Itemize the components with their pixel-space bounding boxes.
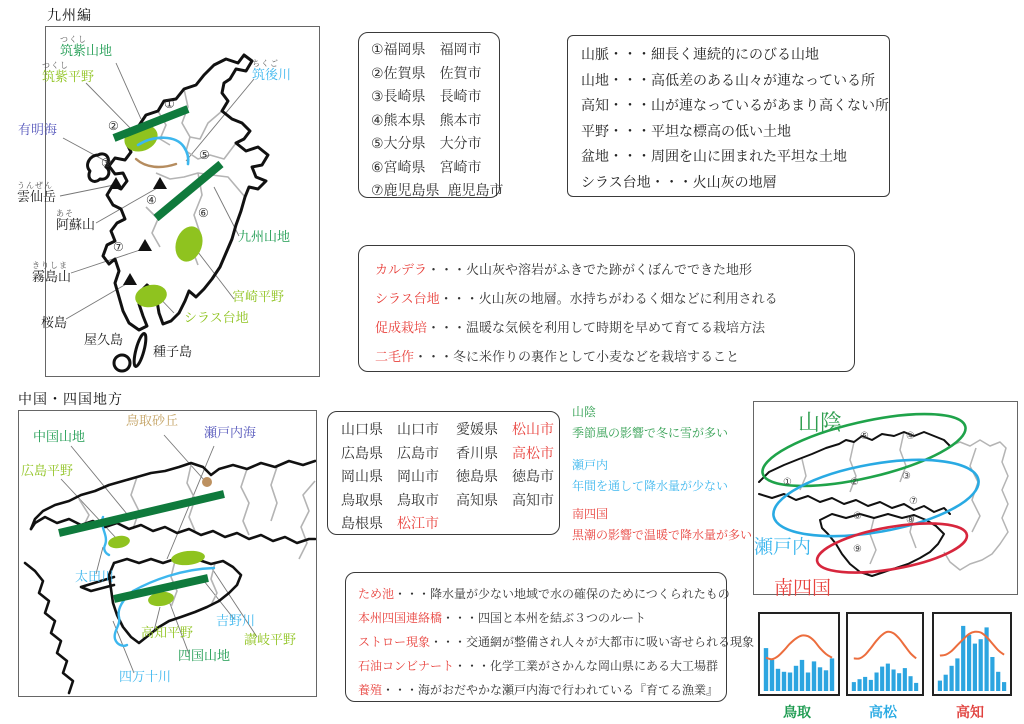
kyushu-map-number-1: ①: [164, 97, 175, 111]
kyushu-prefecture-list: [358, 32, 504, 199]
kyushu-map-number-4: ④: [146, 193, 157, 207]
region-number-8: ⑧: [906, 515, 915, 526]
region-map-drawing: [754, 402, 1017, 594]
label-sakurajima: 桜島: [41, 316, 68, 331]
label-setonaikai: 瀬戸内海: [204, 426, 257, 441]
terrain-def: 平野・・・平坦な標高の低い土地: [581, 123, 791, 140]
chugoku-section-title: 中国・四国地方: [18, 392, 123, 408]
region-number-6: ⑥: [853, 511, 862, 522]
chart-label-tottori: 鳥取: [783, 705, 811, 721]
label-kirishima-yama: きりしま 霧島山: [32, 261, 72, 286]
list-item: ⑥宮崎県 宮崎市: [371, 159, 482, 176]
term-line: 二毛作・・・冬に米作りの裏作として小麦などを栽培すること: [375, 350, 740, 365]
kyushu-map-number-5: ⑤: [199, 148, 210, 162]
term-line: 本州四国連絡橋・・・四国と本州を結ぶ３つのルート: [358, 611, 647, 625]
ruby-unzen-dake: うんぜん: [17, 181, 53, 190]
list-item: ③長崎県 長崎市: [371, 89, 482, 105]
region-number-5: ⑤: [860, 431, 869, 442]
climate-note-sanin-desc: 季節風の影響で冬に雪が多い: [572, 426, 729, 440]
region-label-sanin: 山陰: [798, 411, 843, 436]
chart-label-takamatsu: 高松: [869, 705, 897, 721]
prefecture-column-right: [456, 419, 554, 513]
terrain-def: 盆地・・・周囲を山に囲まれた平坦な土地: [581, 149, 847, 165]
kyushu-mountain-bars: [114, 109, 221, 218]
terrain-def: シラス台地・・・火山灰の地層: [581, 174, 777, 191]
ruby-chikugo-gawa: ちくご: [252, 59, 279, 68]
term-line: カルデラ・・・火山灰や溶岩がふきでた跡がくぼんでできた地形: [375, 263, 753, 278]
kyushu-map-number-7: ⑦: [113, 240, 124, 254]
label-chugoku-sanchi: 中国山地: [33, 430, 86, 445]
region-number-3: ③: [902, 471, 911, 482]
list-item: 広島県 広島市: [341, 445, 439, 462]
label-chikugo-gawa: ちくご 筑後川: [252, 59, 292, 84]
list-item: ①福岡県 福岡市: [371, 42, 482, 58]
list-item: 愛媛県 松山市: [456, 422, 554, 438]
ruby-aso-san: あそ: [56, 209, 74, 218]
label-aso-san: あそ 阿蘇山: [56, 209, 96, 234]
list-item: 徳島県 徳島市: [456, 469, 554, 485]
term-line: シラス台地・・・火山灰の地層。水持ちがわるく畑などに利用される: [375, 292, 778, 307]
minami-shikoku-ellipse: [814, 514, 971, 582]
label-ariake-kai: 有明海: [18, 123, 58, 138]
label-tottori-sakyu: 鳥取砂丘: [126, 414, 179, 429]
region-label-setouchi: 瀬戸内: [754, 536, 812, 558]
list-item: ②佐賀県 佐賀市: [371, 65, 482, 82]
climate-region-map: [753, 401, 1018, 595]
ruby-kirishima-yama: きりしま: [32, 261, 68, 270]
label-kochi-heiya: 高知平野: [141, 626, 194, 641]
climate-chart-takamatsu: [846, 612, 924, 696]
region-label-minami-shikoku: 南四国: [774, 577, 832, 599]
tottori-dune-marker: [202, 477, 212, 487]
list-item: ④熊本県 熊本市: [371, 112, 482, 129]
list-item: 香川県 高松市: [456, 445, 554, 462]
label-tsukushi-heiya: つくし 筑紫平野: [42, 61, 95, 86]
list-item: ⑦鹿児島県 鹿児島市: [371, 183, 504, 199]
kyushu-leader-lines: [60, 63, 254, 319]
kyushu-map-number-3: ③: [101, 156, 112, 170]
label-yoshino-gawa: 吉野川: [216, 614, 256, 629]
list-item: 岡山県 岡山市: [341, 469, 439, 485]
label-unzen-dake: うんぜん 雲仙岳: [17, 181, 57, 206]
list-item: 鳥取県 鳥取市: [341, 492, 439, 509]
list-item: ⑤大分県 大分市: [371, 136, 482, 152]
kyushu-section-title: 九州編: [47, 8, 92, 24]
chugoku-coastline: [25, 461, 315, 693]
terrain-definitions-box: [567, 35, 890, 197]
climate-note-setouchi-name: 瀬戸内: [572, 458, 609, 472]
climate-note-setouchi-desc: 年間を通して降水量が少ない: [572, 479, 729, 493]
chugoku-shikoku-map: [18, 410, 317, 697]
region-number-7: ⑦: [909, 496, 918, 507]
label-tanegashima: 種子島: [153, 345, 193, 360]
kyushu-map-number-6: ⑥: [198, 206, 209, 220]
ruby-tsukushi-heiya: つくし: [42, 61, 69, 70]
region-number-2: ②: [850, 477, 859, 488]
term-line: ため池・・・降水量が少ない地域で水の確保のためにつくられたもの: [358, 587, 730, 601]
label-sanuki-heiya: 讃岐平野: [244, 633, 297, 648]
label-hiroshima-heiya: 広島平野: [21, 464, 74, 479]
label-shimanto-gawa: 四万十川: [119, 670, 172, 685]
region-map-gray-lines: [800, 432, 1008, 570]
list-item: 高知県 高知市: [456, 492, 554, 509]
region-number-9: ⑨: [853, 544, 862, 555]
chugoku-map-drawing: [19, 411, 316, 696]
label-kyushu-sanchi: 九州山地: [238, 230, 291, 245]
term-line: 促成栽培・・・温暖な気候を利用して時期を早めて育てる栽培方法: [375, 321, 766, 336]
climate-note-minami-desc: 黒潮の影響で温暖で降水量が多い: [572, 528, 753, 542]
region-number-4: ④: [906, 431, 915, 442]
chugoku-prefecture-list: [327, 411, 560, 535]
chart-label-kochi: 高知: [956, 705, 984, 721]
chugoku-terms-box: [345, 572, 755, 702]
region-number-1: ①: [783, 477, 792, 488]
climate-chart-tottori: [758, 612, 840, 696]
terrain-def: 山地・・・高低差のある山々が連なっている所: [581, 72, 875, 89]
ruby-tsukushi-sanchi: つくし: [60, 35, 87, 44]
term-line: 石油コンビナート・・・化学工業がさかんな岡山県にある大工場群: [358, 659, 719, 673]
terrain-def: 高知・・・山が連なっているがあまり高くない所: [581, 98, 889, 114]
label-shirasu-daichi: シラス台地: [184, 311, 249, 326]
climate-note-sanin-name: 山陰: [572, 405, 597, 419]
label-yakushima: 屋久島: [84, 333, 124, 348]
prefecture-column-left: [341, 419, 439, 537]
climate-note-minami-name: 南四国: [572, 507, 609, 521]
kyushu-terms-box: [358, 245, 855, 372]
climate-chart-kochi: [932, 612, 1012, 696]
kyushu-map-number-2: ②: [108, 119, 119, 133]
terrain-def: 山脈・・・細長く連続的にのびる山地: [581, 47, 819, 63]
label-tsukushi-sanchi: つくし 筑紫山地: [60, 35, 113, 60]
kyushu-brown-river-line: [136, 159, 176, 167]
term-line: 養殖・・・海がおだやかな瀬戸内海で行われている『育てる漁業』: [358, 683, 719, 697]
list-item: 島根県 松江市: [341, 516, 439, 532]
list-item: 山口県 山口市: [341, 422, 439, 438]
label-shikoku-sanchi: 四国山地: [178, 649, 231, 664]
label-ota-gawa: 太田川: [75, 570, 115, 585]
term-line: ストロー現象・・・交通網が整備され人々が大都市に吸い寄せられる現象: [358, 635, 755, 649]
label-miyazaki-heiya: 宮崎平野: [232, 290, 285, 305]
